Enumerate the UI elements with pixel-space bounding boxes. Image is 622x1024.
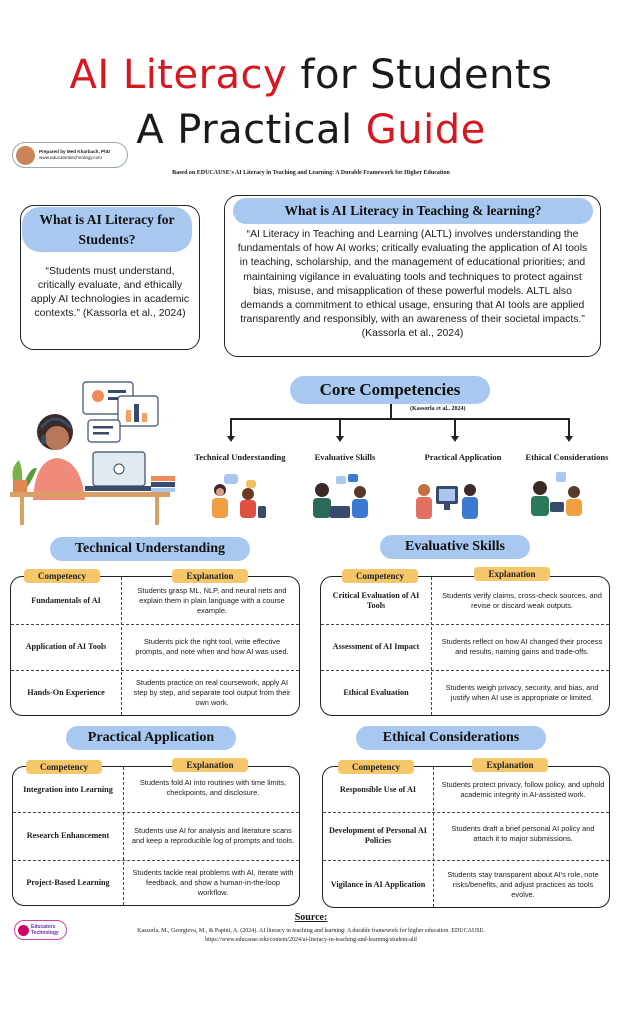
tree-trunk — [390, 404, 392, 418]
row-divider — [323, 812, 609, 813]
people-computer-illustration — [412, 474, 482, 524]
ethical-heading: Ethical Considerations — [356, 726, 546, 750]
table-row-label: Application of AI Tools — [25, 641, 107, 651]
competency-tag: Competency — [26, 760, 102, 774]
core-citation: (Kassorla et al., 2024) — [410, 406, 466, 412]
row-divider — [321, 624, 609, 625]
explanation-tag: Explanation — [472, 758, 548, 772]
competency-tag: Competency — [24, 569, 100, 583]
core-item-evaluative: Evaluative Skills — [314, 452, 376, 462]
tree-leaf — [454, 418, 456, 436]
source-url[interactable]: https://www.educause.edu/content/2024/ai-literacy-in-teaching-and-learning/student-altl — [205, 937, 417, 943]
logo-text: Educators — [31, 924, 56, 930]
table-row-label: Project-Based Learning — [26, 877, 110, 887]
technical-table — [10, 576, 300, 716]
table-row-label: Integration into Learning — [23, 784, 113, 794]
based-on-line: Based on EDUCAUSE's AI Literacy in Teaching and Learning: A Durable Framework for Higher Education — [172, 170, 450, 176]
table-row-explanation: Students tackle real problems with AI, iterate with feedback, and show a human-in-the-loop workflow. — [132, 868, 294, 897]
table-row-label: Fundamentals of AI — [31, 595, 101, 605]
tree-leaf — [339, 418, 341, 436]
table-row-explanation: Students use AI for analysis and literature scans and keep a reproducible log of prompts and tools. — [131, 826, 295, 845]
logo-icon — [18, 925, 29, 936]
column-divider — [431, 577, 432, 715]
table-row-label: Ethical Evaluation — [343, 687, 409, 697]
title-accent: AI Literacy — [69, 52, 288, 98]
arrow-down-icon — [336, 436, 344, 442]
title-accent: Guide — [365, 107, 486, 153]
people-tablet-illustration — [526, 470, 596, 520]
table-row-label: Assessment of AI Impact — [332, 641, 420, 651]
evaluative-table — [320, 576, 610, 716]
author-badge — [12, 142, 128, 168]
tree-branch — [230, 418, 569, 420]
students-definition-text: “Students must understand, critically evaluate, and ethically apply AI technologies in academic contexts.” (Kassorla et al., 2024) — [30, 265, 190, 319]
table-row-label: Vigilance in AI Application — [330, 879, 426, 889]
competency-tag: Competency — [338, 760, 414, 774]
core-competencies-heading: Core Competencies — [290, 376, 490, 404]
competency-tag: Competency — [342, 569, 418, 583]
ethical-table — [322, 766, 610, 908]
source-citation: Kassorla, M., Georgieva, M., & Papini, A. (2024). AI literacy in teaching and learning: A durable framework for higher education. EDUCAUSE. — [137, 928, 485, 934]
row-divider — [11, 670, 299, 671]
table-row-explanation: Students grasp ML, NLP, and neural nets and explain them in plain language with a course example. — [137, 586, 287, 615]
arrow-down-icon — [565, 436, 573, 442]
people-chat-illustration — [202, 472, 272, 522]
row-divider — [321, 670, 609, 671]
people-laptop-illustration — [308, 472, 378, 522]
table-row-explanation: Students practice on real coursework, apply AI step by step, and separate tool output from their own work. — [133, 678, 291, 707]
evaluative-heading: Evaluative Skills — [380, 535, 530, 559]
arrow-down-icon — [451, 436, 459, 442]
row-divider — [323, 860, 609, 861]
table-row-label: Critical Evaluation of AI Tools — [332, 590, 420, 610]
table-row-explanation: Students fold AI into routines with time limits, checkpoints, and disclosure. — [139, 778, 287, 797]
title-rest: for Students — [287, 52, 553, 98]
author-site: www.educatorstechnology.com — [39, 155, 102, 160]
table-row-explanation: Students stay transparent about AI's role, note risks/benefits, and adjust practices as tools evolve. — [447, 870, 599, 899]
author-name: Prepared by Med Kharbach, PhD — [39, 149, 111, 154]
practical-heading: Practical Application — [66, 726, 236, 750]
technical-heading: Technical Understanding — [50, 537, 250, 561]
source-heading: Source: — [294, 912, 328, 923]
tree-leaf — [230, 418, 232, 436]
educators-technology-logo — [14, 920, 67, 940]
row-divider — [13, 860, 299, 861]
table-row-label: Research Enhancement — [26, 830, 110, 840]
column-divider — [123, 767, 124, 905]
table-row-label: Responsible Use of AI — [339, 784, 417, 794]
table-row-explanation: Students reflect on how AI changed their process and results, naming gains and trade-offs. — [441, 637, 603, 656]
table-row-explanation: Students verify claims, cross-check sources, and revise or discard weak outputs. — [442, 591, 602, 610]
table-row-explanation: Students weigh privacy, security, and bias, and justify when AI use is appropriate or limited. — [445, 683, 599, 702]
table-row-explanation: Students protect privacy, follow policy, and uphold academic integrity in AI-assisted work. — [441, 780, 605, 799]
core-item-ethical: Ethical Considerations — [525, 452, 609, 462]
core-item-practical: Practical Application — [424, 452, 502, 462]
students-definition-heading: What is AI Literacy for Students? — [22, 207, 192, 252]
title-rest: A Practical — [136, 107, 366, 153]
table-row-label: Development of Personal AI Policies — [328, 825, 427, 845]
column-divider — [433, 767, 434, 907]
page-title-line1 — [0, 50, 622, 100]
altl-definition-heading: What is AI Literacy in Teaching & learning? — [233, 198, 593, 224]
altl-definition-text: “AI Literacy in Teaching and Learning (ALTL) involves understanding the fundamentals of how AI works; critically evaluating the application of AI tools in teaching, scholarship, and the management of educational priorities; and maintaining vigilance in evaluating tools and techniques to protect against bias, misuse, and misapplication of these powerful models. ALTL also demands a commitment to ethical usage, ensuring that AI tools are applied transparently and responsibly, with an awareness of their societal impacts.” (Kassorla et al., 2024) — [237, 229, 588, 340]
table-row-explanation: Students draft a brief personal AI policy and attach it to major submissions. — [451, 824, 595, 843]
logo-text: Technology — [31, 930, 59, 936]
column-divider — [121, 577, 122, 715]
explanation-tag: Explanation — [172, 758, 248, 772]
tree-leaf — [568, 418, 570, 436]
row-divider — [13, 812, 299, 813]
table-row-label: Hands-On Experience — [27, 687, 105, 697]
explanation-tag: Explanation — [172, 569, 248, 583]
arrow-down-icon — [227, 436, 235, 442]
row-divider — [11, 624, 299, 625]
core-item-technical: Technical Understanding — [194, 452, 286, 462]
student-laptop-illustration — [5, 380, 180, 530]
table-row-explanation: Students pick the right tool, write effective prompts, and note when and how AI was used. — [135, 637, 289, 656]
practical-table — [12, 766, 300, 906]
explanation-tag: Explanation — [474, 567, 550, 581]
author-avatar — [16, 146, 35, 165]
